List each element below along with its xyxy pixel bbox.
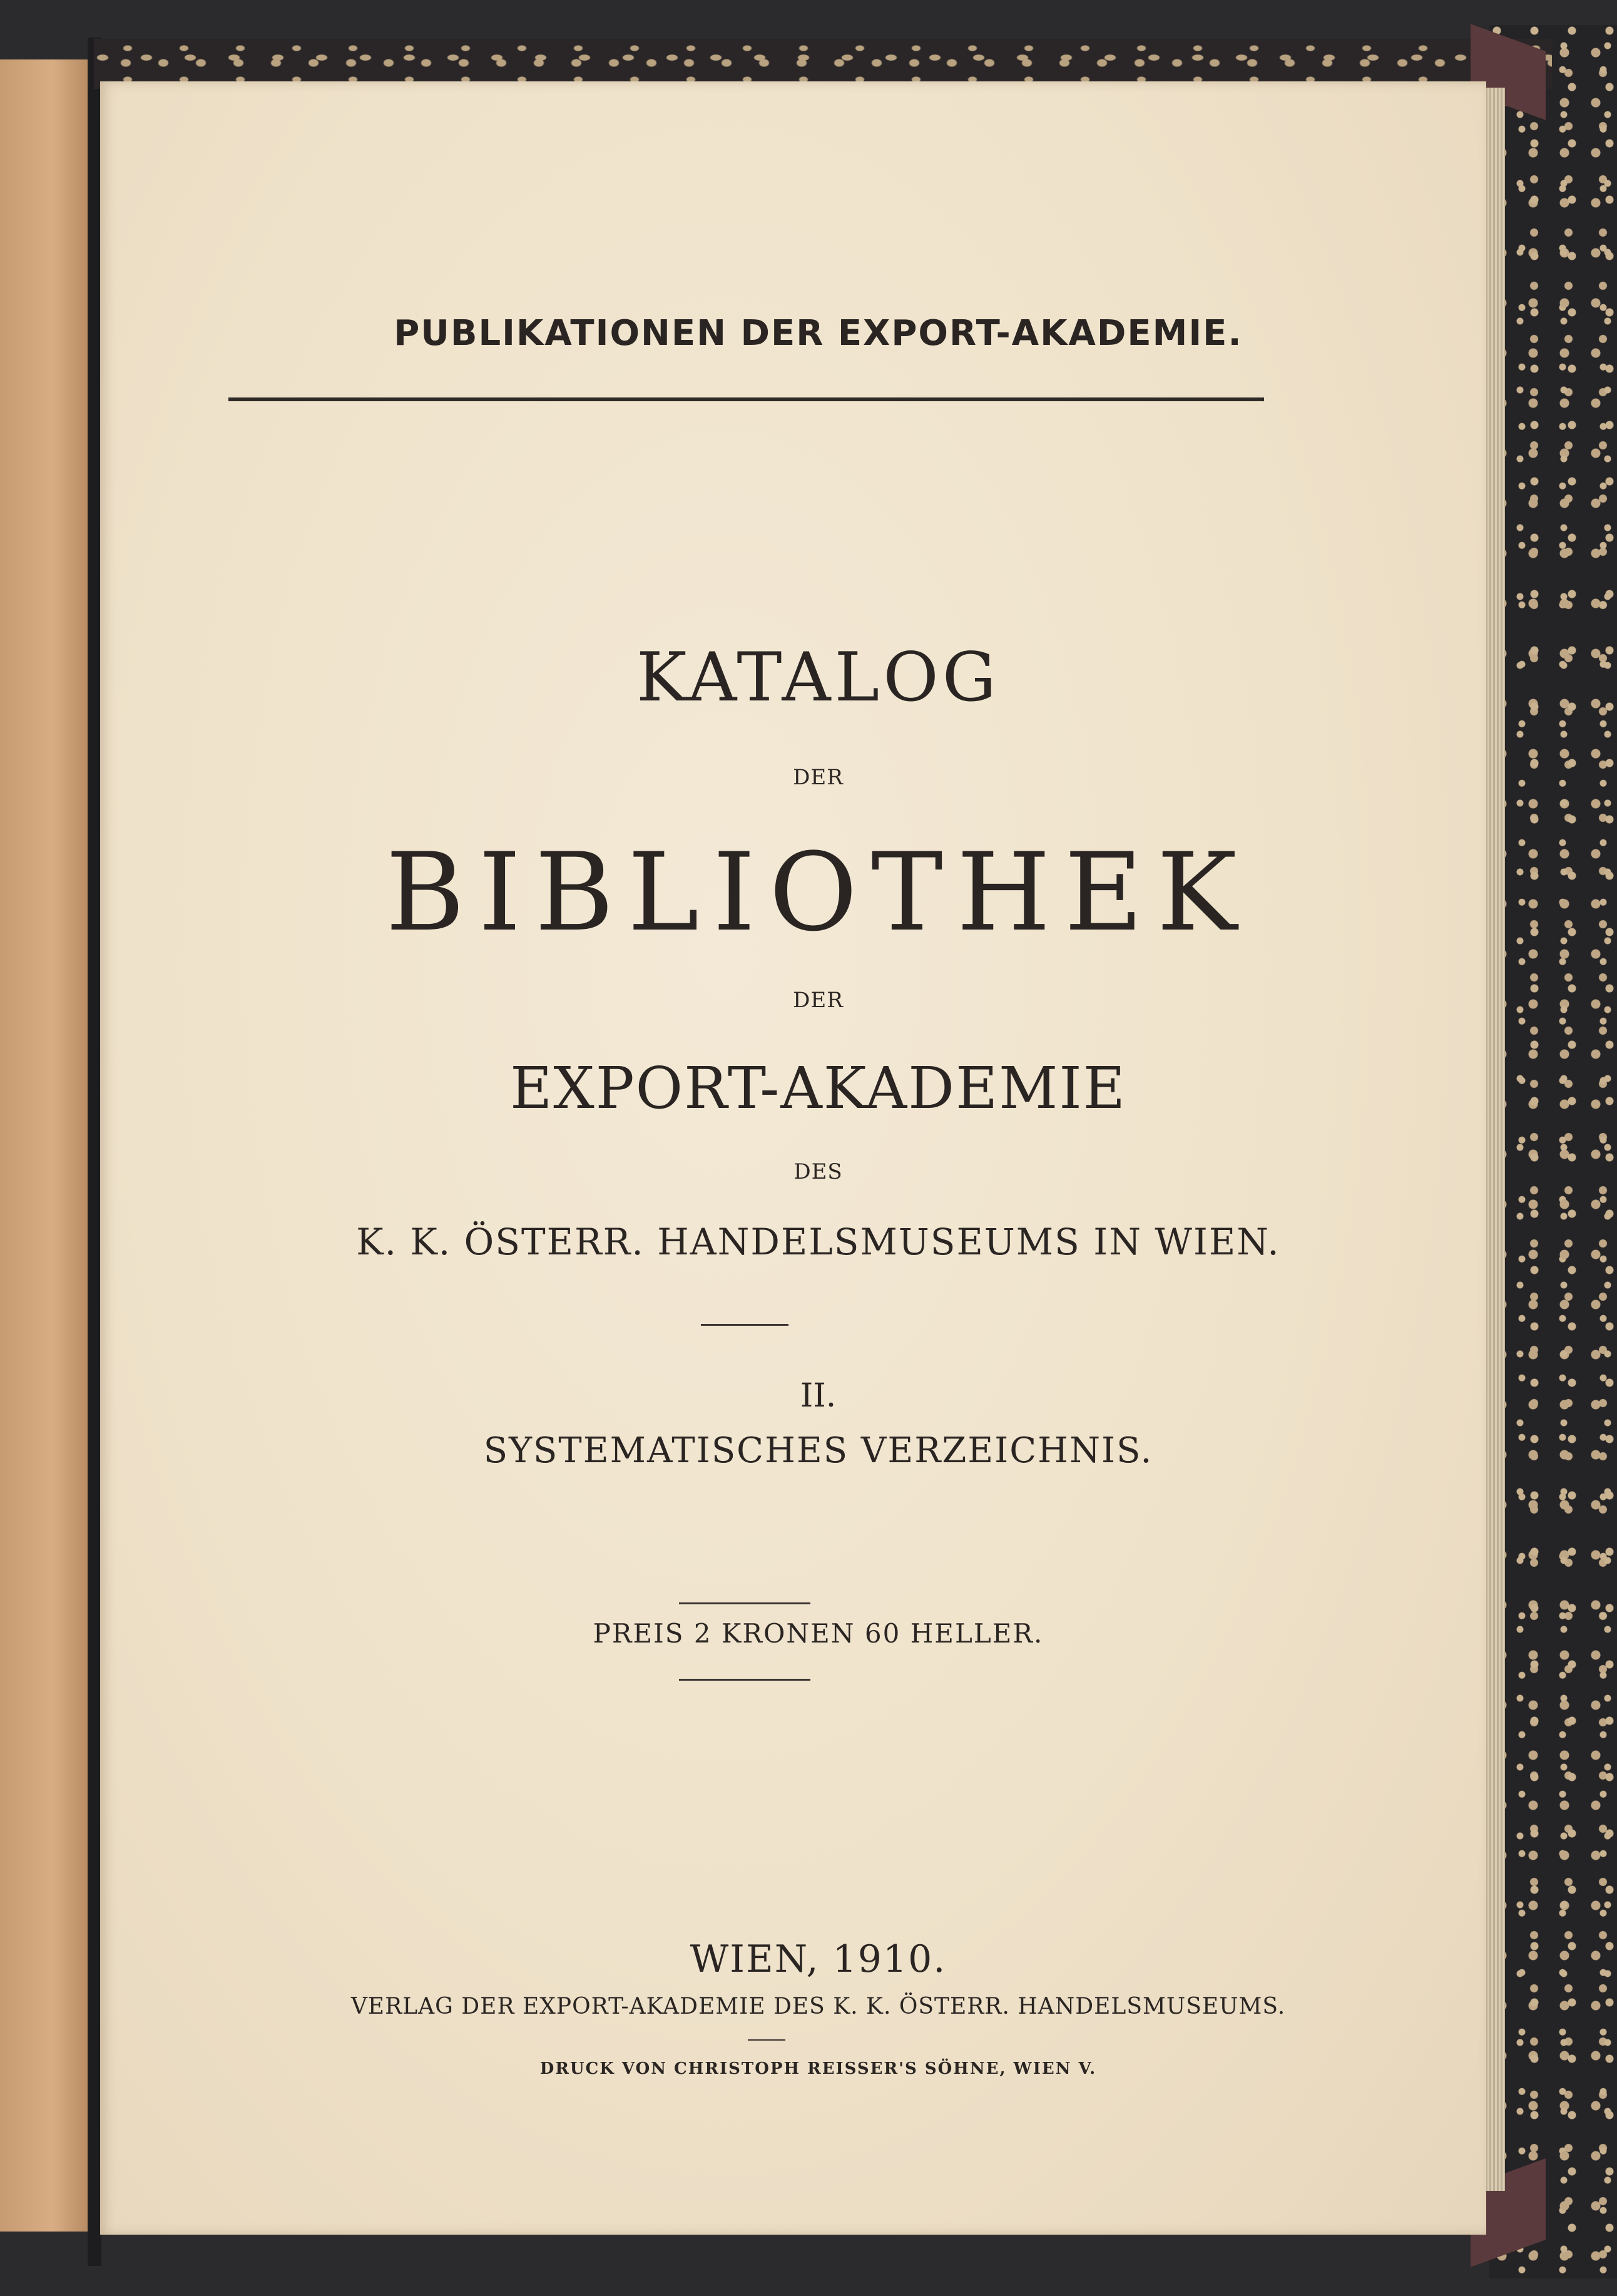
price-rule-bottom (679, 1679, 810, 1681)
title-connector-der-2: DER (793, 988, 844, 1013)
volume-title: SYSTEMATISCHES VERZEICHNIS. (483, 1430, 1153, 1471)
price: PREIS 2 KRONEN 60 HELLER. (593, 1618, 1044, 1649)
series-title: PUBLIKATIONEN DER EXPORT-AKADEMIE. (394, 313, 1243, 354)
title-handelsmuseum: K. K. ÖSTERR. HANDELSMUSEUMS IN WIEN. (356, 1221, 1280, 1263)
gutter (88, 38, 101, 2266)
volume-number: II. (800, 1377, 837, 1415)
title-connector-des: DES (793, 1159, 843, 1184)
title-bibliothek: BIBLIOTHEK (385, 829, 1251, 955)
divider-rule (701, 1324, 788, 1326)
title-page (100, 81, 1486, 2235)
imprint-publisher: VERLAG DER EXPORT-AKADEMIE DES K. K. ÖSTERR. HANDELSMUSEUMS. (350, 1994, 1286, 2019)
facing-page (0, 59, 90, 2232)
imprint-rule (748, 2039, 785, 2041)
imprint-place-year: WIEN, 1910. (690, 1937, 947, 1981)
title-katalog: KATALOG (636, 638, 1001, 717)
series-rule (228, 397, 1264, 401)
price-rule-top (679, 1602, 810, 1604)
imprint-printer: DRUCK VON CHRISTOPH REISSER'S SÖHNE, WIEN V. (539, 2059, 1097, 2078)
title-export-akademie: EXPORT-AKADEMIE (510, 1055, 1126, 1122)
title-connector-der-1: DER (793, 765, 844, 790)
